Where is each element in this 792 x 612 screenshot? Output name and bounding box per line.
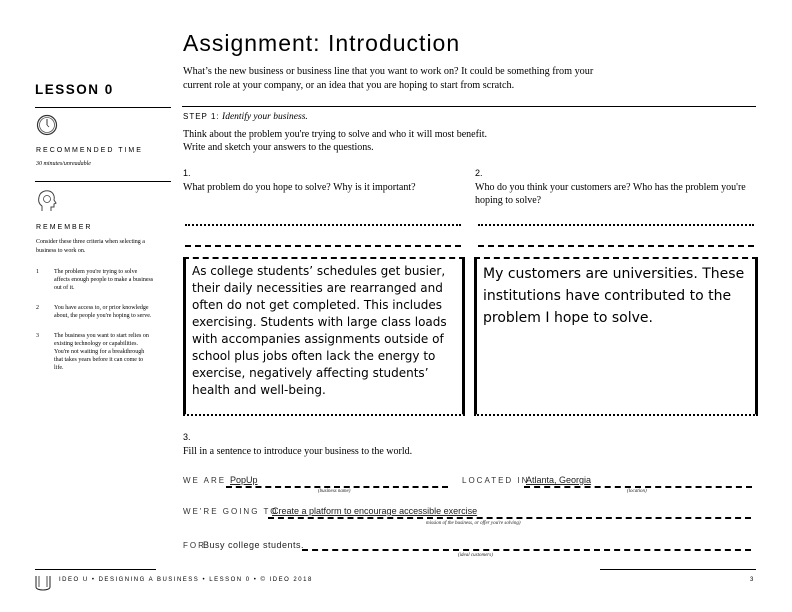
going-to-label: WE'RE GOING TO — [183, 507, 279, 516]
divider — [182, 106, 756, 107]
step-label: STEP 1: — [183, 112, 220, 121]
list-text: The business you want to start relies on existing technology or capabilities. You're not waiting for a breakthrough that takes years before it can come to life. — [54, 333, 149, 371]
located-label: LOCATED IN — [462, 476, 530, 485]
remember-label: REMEMBER — [36, 224, 93, 231]
recommended-time-label: RECOMMENDED TIME — [36, 147, 143, 154]
answer-field-2[interactable]: My customers are universities. These institutions have contributed to the problem I hope to solve. — [474, 257, 758, 416]
for-hint: (ideal customers) — [458, 553, 493, 558]
going-to-hint: mission of the business, or offer you're solving) — [426, 521, 521, 526]
step-instructions — [183, 128, 603, 154]
located-input[interactable]: Atlanta, Georgia — [526, 475, 592, 485]
list-text: The problem you're trying to solve affects enough people to make a business out of it. — [54, 269, 154, 291]
instructions-line: Write and sketch your answers to the questions. — [183, 142, 374, 153]
page-title: Assignment: Introduction — [183, 30, 461, 56]
step-heading — [183, 112, 308, 122]
instructions-line: Think about the problem you're trying to solve and who it will most benefit. — [183, 129, 487, 140]
divider — [35, 107, 171, 108]
step-title: Identify your business. — [222, 112, 308, 122]
located-line — [524, 486, 752, 488]
we-are-input[interactable]: PopUp — [230, 475, 258, 485]
list-number: 2 — [36, 305, 39, 311]
for-line — [302, 549, 751, 551]
list-text: You have access to, or prior knowledge about, the people you're hoping to serve. — [54, 305, 152, 319]
footer-divider — [35, 569, 156, 570]
going-to-input[interactable]: Create a platform to encourage accessible exercise — [272, 506, 478, 516]
list-number: 1 — [36, 269, 39, 275]
criteria-list — [36, 268, 166, 372]
going-to-line — [268, 517, 751, 519]
question-text: Who do you think your customers are? Who has the problem you're hoping to solve? — [475, 182, 746, 206]
we-are-hint: (business name) — [318, 489, 351, 494]
list-number: 3 — [36, 333, 39, 339]
we-are-line — [226, 486, 448, 488]
located-hint: (location) — [627, 489, 647, 494]
list-item — [36, 332, 166, 372]
dashed-line — [478, 245, 754, 247]
dashed-line — [185, 245, 461, 247]
divider — [35, 181, 171, 182]
list-item — [36, 268, 166, 292]
question-number: 2. — [475, 168, 483, 178]
question-text: What problem do you hope to solve? Why is it important? — [183, 182, 416, 193]
recommended-time-value: 30 minutes/unreadable — [36, 161, 91, 167]
head-icon — [36, 189, 58, 213]
dotted-line — [185, 224, 461, 226]
for-label: FOR — [183, 541, 206, 550]
for-input[interactable]: Busy college students. — [203, 540, 305, 550]
answer-field-1[interactable]: As college students’ schedules get busier, their daily necessities are rearranged and often do not get completed. This includes exercising. Students with large class loads with accompanies assignments outside of school plus jobs often lack the energy to exercise, negatively affecting students’ health and well-being. — [183, 257, 465, 416]
footer-text: IDEO U • DESIGNING A BUSINESS • LESSON 0 • © IDEO 2018 — [59, 577, 313, 583]
question-number: 1. — [183, 168, 191, 178]
page-number: 3 — [750, 577, 755, 583]
dotted-line — [478, 224, 754, 226]
ideo-u-logo-icon — [34, 575, 52, 593]
footer-divider — [600, 569, 756, 570]
we-are-label: WE ARE — [183, 476, 227, 485]
clock-icon — [36, 114, 58, 136]
question-text: Fill in a sentence to introduce your business to the world. — [183, 446, 413, 457]
lesson-label: LESSON 0 — [35, 82, 114, 97]
question-number: 3. — [183, 432, 191, 442]
intro-text: What’s the new business or business line that you want to work on? It could be something from your current role at your company, or an idea that you are hoping to start from scratch. — [183, 66, 594, 91]
list-item — [36, 304, 166, 320]
remember-intro: Consider these three criteria when selecting a business to work on. — [36, 239, 145, 254]
